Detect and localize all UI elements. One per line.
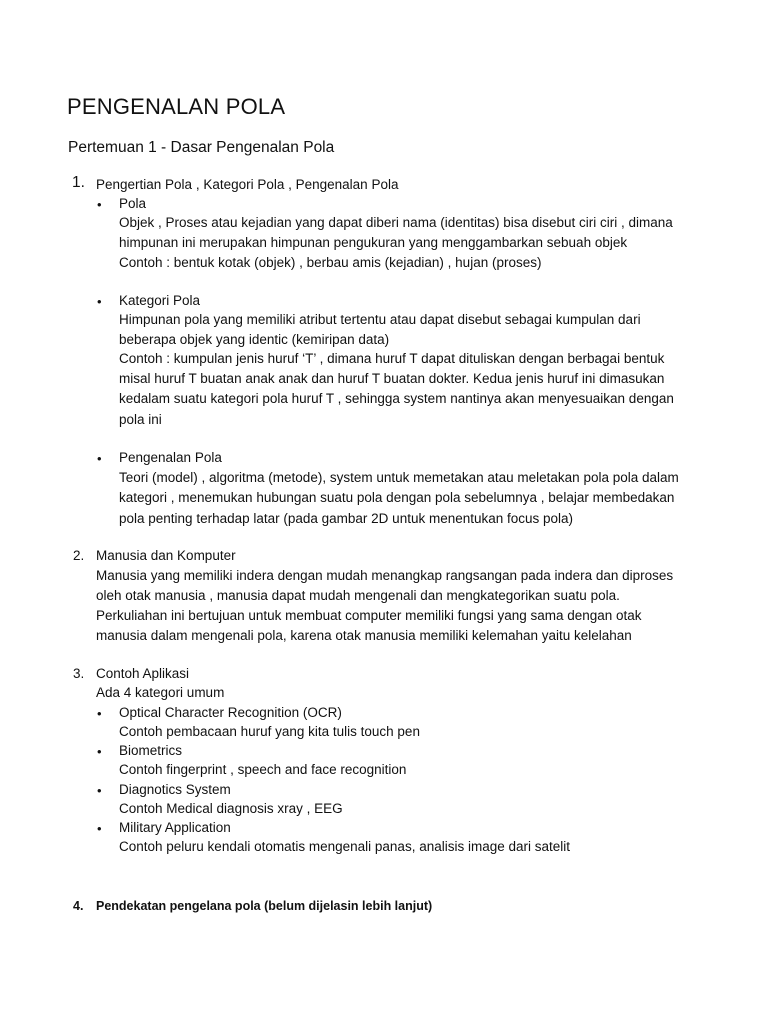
pengenalan-line-1: Teori (model) , algoritma (metode), system untuk memetakan atau meletakan pola pola dalam bbox=[119, 470, 679, 485]
bullet-pola-label: Pola bbox=[119, 196, 147, 211]
section-4-number: 4. bbox=[73, 899, 84, 913]
kategori-line-1: Himpunan pola yang memiliki atribut tertentu atau dapat disebut sebagai kumpulan dari bbox=[119, 312, 641, 327]
section-2-number: 2. bbox=[73, 548, 85, 563]
page-subtitle: Pertemuan 1 - Dasar Pengenalan Pola bbox=[68, 139, 335, 156]
kategori-line-6: pola ini bbox=[119, 412, 162, 427]
bullet-pengenalan-pola: • bbox=[97, 451, 102, 466]
bullet-ocr-label: Optical Character Recognition (OCR) bbox=[119, 705, 342, 720]
bullet-biometrics-label: Biometrics bbox=[119, 743, 183, 758]
bullet-diagnotics: • bbox=[97, 783, 102, 798]
bullet-pola: • bbox=[97, 197, 102, 212]
pola-line-2: himpunan ini merupakan himpunan pengukuran yang menggambarkan sebuah objek bbox=[119, 235, 628, 250]
bullet-diagnotics-label: Diagnotics System bbox=[119, 782, 231, 797]
page-title: PENGENALAN POLA bbox=[67, 94, 286, 119]
bullet-ocr-example: Contoh pembacaan huruf yang kita tulis touch pen bbox=[119, 724, 420, 739]
kategori-line-4: misal huruf T buatan anak anak dan huruf T buatan dokter. Kedua jenis huruf ini dimasukan bbox=[119, 371, 665, 386]
section-3-intro: Ada 4 kategori umum bbox=[96, 685, 225, 700]
bullet-biometrics-example: Contoh fingerprint , speech and face recognition bbox=[119, 762, 407, 777]
section-2-line-1: Manusia yang memiliki indera dengan mudah menangkap rangsangan pada indera dan diproses bbox=[96, 568, 674, 583]
bullet-military-example: Contoh peluru kendali otomatis mengenali panas, analisis image dari satelit bbox=[119, 839, 571, 854]
kategori-line-2: beberapa objek yang identic (kemiripan data) bbox=[119, 332, 390, 347]
pola-line-1: Objek , Proses atau kejadian yang dapat diberi nama (identitas) bisa disebut ciri ciri , dimana bbox=[119, 215, 673, 230]
bullet-military: • bbox=[97, 821, 102, 836]
section-2-line-4: manusia dalam mengenali pola, karena otak manusia memiliki kelemahan yaitu kelelahan bbox=[96, 628, 632, 643]
section-2-line-3: Perkuliahan ini bertujuan untuk membuat computer memiliki fungsi yang sama dengan otak bbox=[96, 608, 642, 623]
section-1-heading: Pengertian Pola , Kategori Pola , Pengenalan Pola bbox=[96, 177, 399, 192]
bullet-kategori-pola: • bbox=[97, 294, 102, 309]
pengenalan-line-3: pola penting terhadap latar (pada gambar 2D untuk menentukan focus pola) bbox=[119, 511, 574, 526]
kategori-line-3: Contoh : kumpulan jenis huruf ‘T’ , dimana huruf T dapat dituliskan dengan berbagai bentuk bbox=[119, 351, 665, 366]
bullet-military-label: Military Application bbox=[119, 820, 231, 835]
pengenalan-line-2: kategori , menemukan hubungan suatu pola dengan pola sebelumnya , belajar membedakan bbox=[119, 490, 675, 505]
bullet-pengenalan-pola-label: Pengenalan Pola bbox=[119, 450, 222, 465]
kategori-line-5: kedalam suatu kategori pola huruf T , sehingga system nantinya akan menyesuaikan dengan bbox=[119, 391, 674, 406]
pola-line-3: Contoh : bentuk kotak (objek) , berbau amis (kejadian) , hujan (proses) bbox=[119, 255, 542, 270]
section-4-heading: Pendekatan pengelana pola (belum dijelasin lebih lanjut) bbox=[96, 899, 433, 913]
section-2-line-2: oleh otak manusia , manusia dapat mudah mengenali dan mengkategorikan suatu pola. bbox=[96, 588, 620, 603]
bullet-ocr: • bbox=[97, 706, 102, 721]
section-3-heading: Contoh Aplikasi bbox=[96, 666, 190, 681]
bullet-biometrics: • bbox=[97, 744, 102, 759]
bullet-kategori-pola-label: Kategori Pola bbox=[119, 293, 201, 308]
section-2-heading: Manusia dan Komputer bbox=[96, 548, 236, 563]
bullet-diagnotics-example: Contoh Medical diagnosis xray , EEG bbox=[119, 801, 343, 816]
section-1-number: 1. bbox=[72, 174, 85, 191]
section-3-number: 3. bbox=[73, 666, 85, 681]
